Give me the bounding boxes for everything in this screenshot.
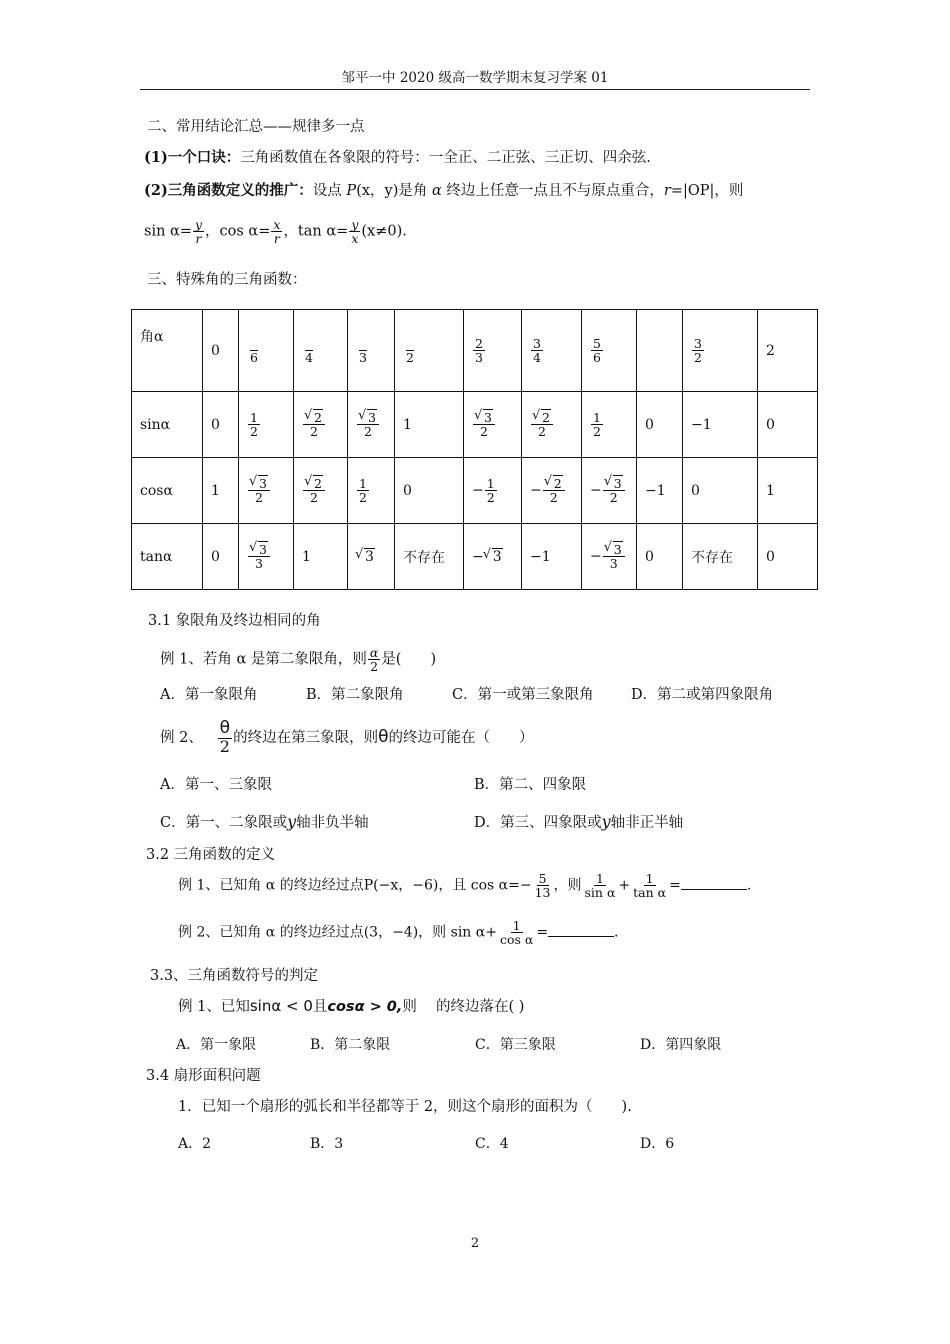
option-c[interactable]: C．第一或第三象限角 <box>452 687 594 703</box>
row-header-angle: 角α <box>132 310 203 392</box>
frac-den: 4 <box>305 350 313 365</box>
frac-den: 2 <box>255 490 263 505</box>
item2-eq: =|OP|，则 <box>670 183 744 199</box>
equals-sign: = <box>536 924 549 941</box>
option-c[interactable]: C．4 <box>475 1136 509 1152</box>
s33-ex1-tail: 则 的终边落在( ) <box>402 999 525 1015</box>
sqrt-value: 3 <box>259 475 267 491</box>
table-cell: 0 <box>395 458 464 524</box>
s31-ex2-prefix: 例 2、 <box>160 729 203 746</box>
item2-text-b: 是角 <box>398 183 428 199</box>
table-cell: 1 <box>758 458 818 524</box>
table-cell <box>582 458 637 524</box>
frac-num: θ <box>219 718 231 738</box>
table-cell: 0 <box>203 392 239 458</box>
option-c-text-b: 轴非负半轴 <box>296 815 369 831</box>
option-d[interactable] <box>474 814 683 831</box>
sqrt-value: 2 <box>553 475 562 491</box>
table-cell: 0 <box>758 392 818 458</box>
frac-den: 2 <box>310 424 318 439</box>
option-a[interactable]: A．2 <box>178 1136 212 1152</box>
frac-den: 2 <box>370 659 379 675</box>
s31-ex1-tail: 是( ) <box>381 651 437 668</box>
item1-text: 三角函数值在各象限的符号：一全正、二正弦、三正切、四余弦. <box>240 150 651 166</box>
option-d[interactable]: D．第四象限 <box>640 1037 722 1053</box>
frac-den: 2 <box>364 424 372 439</box>
table-cell <box>522 392 582 458</box>
frac-num: 1 <box>595 871 604 886</box>
table-cell: 0 <box>203 524 239 590</box>
sqrt-value: 3 <box>613 475 622 491</box>
table-cell: 不存在 <box>395 524 464 590</box>
frac-den: r <box>273 231 280 247</box>
table-row-sin <box>132 392 818 458</box>
answer-blank[interactable] <box>548 924 614 937</box>
answer-blank[interactable] <box>681 877 747 890</box>
plus-sign: + <box>618 877 631 894</box>
table-cell: −1 <box>522 524 582 590</box>
table-row-tan <box>132 524 818 590</box>
item2-alpha: α <box>431 183 442 199</box>
page-number: 2 <box>470 1236 480 1251</box>
s32-example2 <box>178 919 619 946</box>
s32-ex1-b: ，则 <box>553 877 582 894</box>
frac-num: 2 <box>475 335 483 351</box>
sqrt-value: 3 <box>365 548 374 565</box>
s32-heading: 3.2 三角函数的定义 <box>146 847 276 863</box>
sqrt-value: 3 <box>613 541 622 557</box>
table-cell <box>582 392 637 458</box>
frac-den: 4 <box>533 350 541 365</box>
section2-item1 <box>144 151 651 166</box>
frac-den: 3 <box>609 556 618 571</box>
frac-den: 2 <box>538 424 546 439</box>
formula-tan: ，tan α= <box>283 223 349 240</box>
table-cell <box>683 310 758 392</box>
option-d-text-b: 轴非正半轴 <box>610 815 684 831</box>
formula-sin: sin α= <box>144 223 192 240</box>
formula-tan-cond: (x≠0). <box>361 223 407 240</box>
s33-example1 <box>178 999 524 1015</box>
frac-den: x <box>351 231 359 247</box>
frac-den: 2 <box>310 490 318 505</box>
frac-num: α <box>369 645 379 660</box>
frac-den: cos α <box>499 932 534 948</box>
frac-num: y <box>194 217 203 232</box>
s34-heading: 3.4 扇形面积问题 <box>146 1068 261 1084</box>
frac-num: 1 <box>250 409 258 425</box>
frac-den: 6 <box>250 350 258 365</box>
page-header: 邹平一中 2020 级高一数学期末复习学案 01 <box>341 70 609 86</box>
definition-formulas <box>144 218 407 245</box>
frac-den: 3 <box>475 350 483 365</box>
s33-and: 且 <box>312 999 328 1015</box>
table-cell <box>395 310 464 392</box>
s32-example1 <box>178 872 751 899</box>
formula-sin-frac <box>193 218 204 245</box>
section2-heading: 二、常用结论汇总——规律多一点 <box>147 119 365 135</box>
frac-den: 3 <box>359 350 367 365</box>
s32-ex1-a: 例 1、已知角 α 的终边经过点 <box>178 877 364 894</box>
table-cell: 1 <box>203 458 239 524</box>
sqrt-value: 2 <box>314 475 322 491</box>
s31-example1 <box>160 646 436 673</box>
table-cell <box>522 310 582 392</box>
minus-sign: − <box>472 548 484 565</box>
frac-num: y <box>351 217 359 232</box>
table-row-cos <box>132 458 818 524</box>
table-cell: 2 <box>758 310 818 392</box>
item2-label: (2)三角函数定义的推广： <box>144 182 313 199</box>
table-cell <box>348 310 395 392</box>
frac-den: 2 <box>359 490 367 505</box>
option-d[interactable]: D．第二或第四象限角 <box>631 687 774 703</box>
sin-condition: sinα < 0 <box>249 997 313 1015</box>
table-cell: −1 <box>637 458 683 524</box>
table-cell: −1 <box>683 392 758 458</box>
option-c[interactable] <box>160 814 369 831</box>
minus-sign: − <box>590 482 602 499</box>
frac-den: 2 <box>486 490 495 505</box>
frac-den: 3 <box>255 556 263 571</box>
table-cell <box>348 524 395 590</box>
item2-text-a: 设点 <box>312 183 342 199</box>
formula-tan-frac <box>349 218 360 245</box>
frac-den: 2 <box>219 736 230 756</box>
frac-num: 1 <box>512 918 521 933</box>
table-cell <box>239 458 294 524</box>
frac-den: 2 <box>694 350 702 365</box>
option-b[interactable]: B．3 <box>310 1136 344 1152</box>
sqrt-value: 3 <box>368 409 376 425</box>
table-cell: 0 <box>683 458 758 524</box>
frac-den: 2 <box>609 490 618 505</box>
table-row-angle <box>132 310 818 392</box>
frac-den: 13 <box>534 885 551 901</box>
item2-r: r <box>663 183 671 199</box>
frac-num: 1 <box>359 475 367 491</box>
sqrt-value: 3 <box>492 548 502 565</box>
table-cell <box>464 310 522 392</box>
equals-sign: = <box>669 877 681 894</box>
table-cell: 不存在 <box>683 524 758 590</box>
s32-ex2-a: 例 2、已知角 α 的终边经过点(3，−4)，则 sin α+ <box>178 924 497 941</box>
frac-den: r <box>195 231 202 247</box>
s31-ex2-tail: 的终边可能在（ ） <box>388 729 534 746</box>
frac-den: 6 <box>593 350 601 365</box>
theta-symbol: θ <box>378 726 389 747</box>
frac-num: 1 <box>645 871 654 886</box>
table-cell <box>582 310 637 392</box>
frac-den: tan α <box>633 885 667 901</box>
minus-sign: − <box>530 482 542 499</box>
s32-ex1-p: P(−x，−6)，且 cos α=− <box>363 877 532 894</box>
row-header-tan: tanα <box>132 524 203 590</box>
frac-den: 2 <box>406 350 414 365</box>
option-a[interactable]: A．第一、三象限 <box>160 777 272 793</box>
frac-den: 2 <box>549 490 558 505</box>
table-cell <box>464 392 522 458</box>
table-cell <box>239 310 294 392</box>
sqrt-value: 2 <box>314 409 322 425</box>
table-cell: 1 <box>395 392 464 458</box>
table-cell: 0 <box>758 524 818 590</box>
s31-ex1-text: 例 1、若角 α 是第二象限角，则 <box>160 651 367 668</box>
option-c-text-a: C．第一、二象限或 <box>160 815 288 831</box>
minus-sign: − <box>590 548 602 565</box>
table-cell: 1 <box>294 524 348 590</box>
table-cell <box>637 310 683 392</box>
special-angles-table <box>131 309 818 590</box>
option-b[interactable]: B．第二象限角 <box>306 687 404 703</box>
formula-cos-frac <box>271 218 282 245</box>
row-header-sin: sinα <box>132 392 203 458</box>
period: . <box>614 924 619 941</box>
table-cell <box>348 392 395 458</box>
frac-num: x <box>273 217 281 232</box>
s31-ex2-mid: 的终边在第三象限，则 <box>233 729 379 746</box>
table-cell <box>464 458 522 524</box>
y-axis-symbol: y <box>287 812 297 831</box>
minus-sign: − <box>472 482 484 499</box>
y-axis-symbol: y <box>601 812 611 831</box>
period: . <box>746 877 752 894</box>
s33-ex1-a: 例 1、已知 <box>178 999 250 1015</box>
frac-num: 5 <box>538 871 547 886</box>
s31-heading: 3.1 象限角及终边相同的角 <box>148 613 321 629</box>
table-cell <box>239 524 294 590</box>
option-d[interactable]: D．6 <box>640 1136 675 1152</box>
formula-cos: ，cos α= <box>205 223 271 240</box>
option-a[interactable]: A．第一象限角 <box>160 687 258 703</box>
table-cell <box>464 524 522 590</box>
frac-den: 2 <box>250 424 258 439</box>
sqrt-value: 3 <box>259 541 267 557</box>
table-cell: 0 <box>637 392 683 458</box>
item2-text-c: 终边上任意一点且不与原点重合， <box>446 183 664 199</box>
option-c[interactable]: C．第三象限 <box>475 1037 556 1053</box>
section2-item2 <box>144 184 743 199</box>
table-cell <box>294 458 348 524</box>
option-d-text-a: D．第三、四象限或 <box>474 815 602 831</box>
frac-num: 3 <box>533 335 541 351</box>
table-cell <box>239 392 294 458</box>
item2-coords: (x，y) <box>356 183 399 199</box>
s34-question1: 1．已知一个扇形的弧长和半径都等于 2，则这个扇形的面积为（ ). <box>178 1099 632 1115</box>
frac-num: 1 <box>486 475 495 491</box>
cos-condition: cosα > 0, <box>327 999 403 1015</box>
table-cell <box>348 458 395 524</box>
frac-den: 2 <box>593 424 601 439</box>
table-cell: 0 <box>203 310 239 392</box>
sqrt-value: 2 <box>542 409 550 425</box>
row-header-cos: cosα <box>132 458 203 524</box>
option-b[interactable]: B．第二象限 <box>310 1037 391 1053</box>
frac-den: sin α <box>584 885 616 901</box>
item2-point: P <box>346 183 357 199</box>
table-cell <box>294 392 348 458</box>
item1-label: (1)一个口诀： <box>144 149 241 166</box>
table-cell <box>522 458 582 524</box>
option-b[interactable]: B．第二、四象限 <box>474 777 587 793</box>
frac-num: 1 <box>593 409 601 425</box>
sqrt-value: 3 <box>484 409 492 425</box>
table-cell: 0 <box>637 524 683 590</box>
frac-num: 3 <box>694 335 702 351</box>
option-a[interactable]: A．第一象限 <box>176 1037 257 1053</box>
s31-example2 <box>160 720 533 756</box>
frac-num: 5 <box>593 335 601 351</box>
table-cell <box>294 310 348 392</box>
s33-heading: 3.3、三角函数符号的判定 <box>150 968 319 984</box>
frac-den: 2 <box>480 424 488 439</box>
table-cell <box>582 524 637 590</box>
section3-heading: 三、特殊角的三角函数： <box>147 272 307 288</box>
header-rule <box>140 89 810 90</box>
